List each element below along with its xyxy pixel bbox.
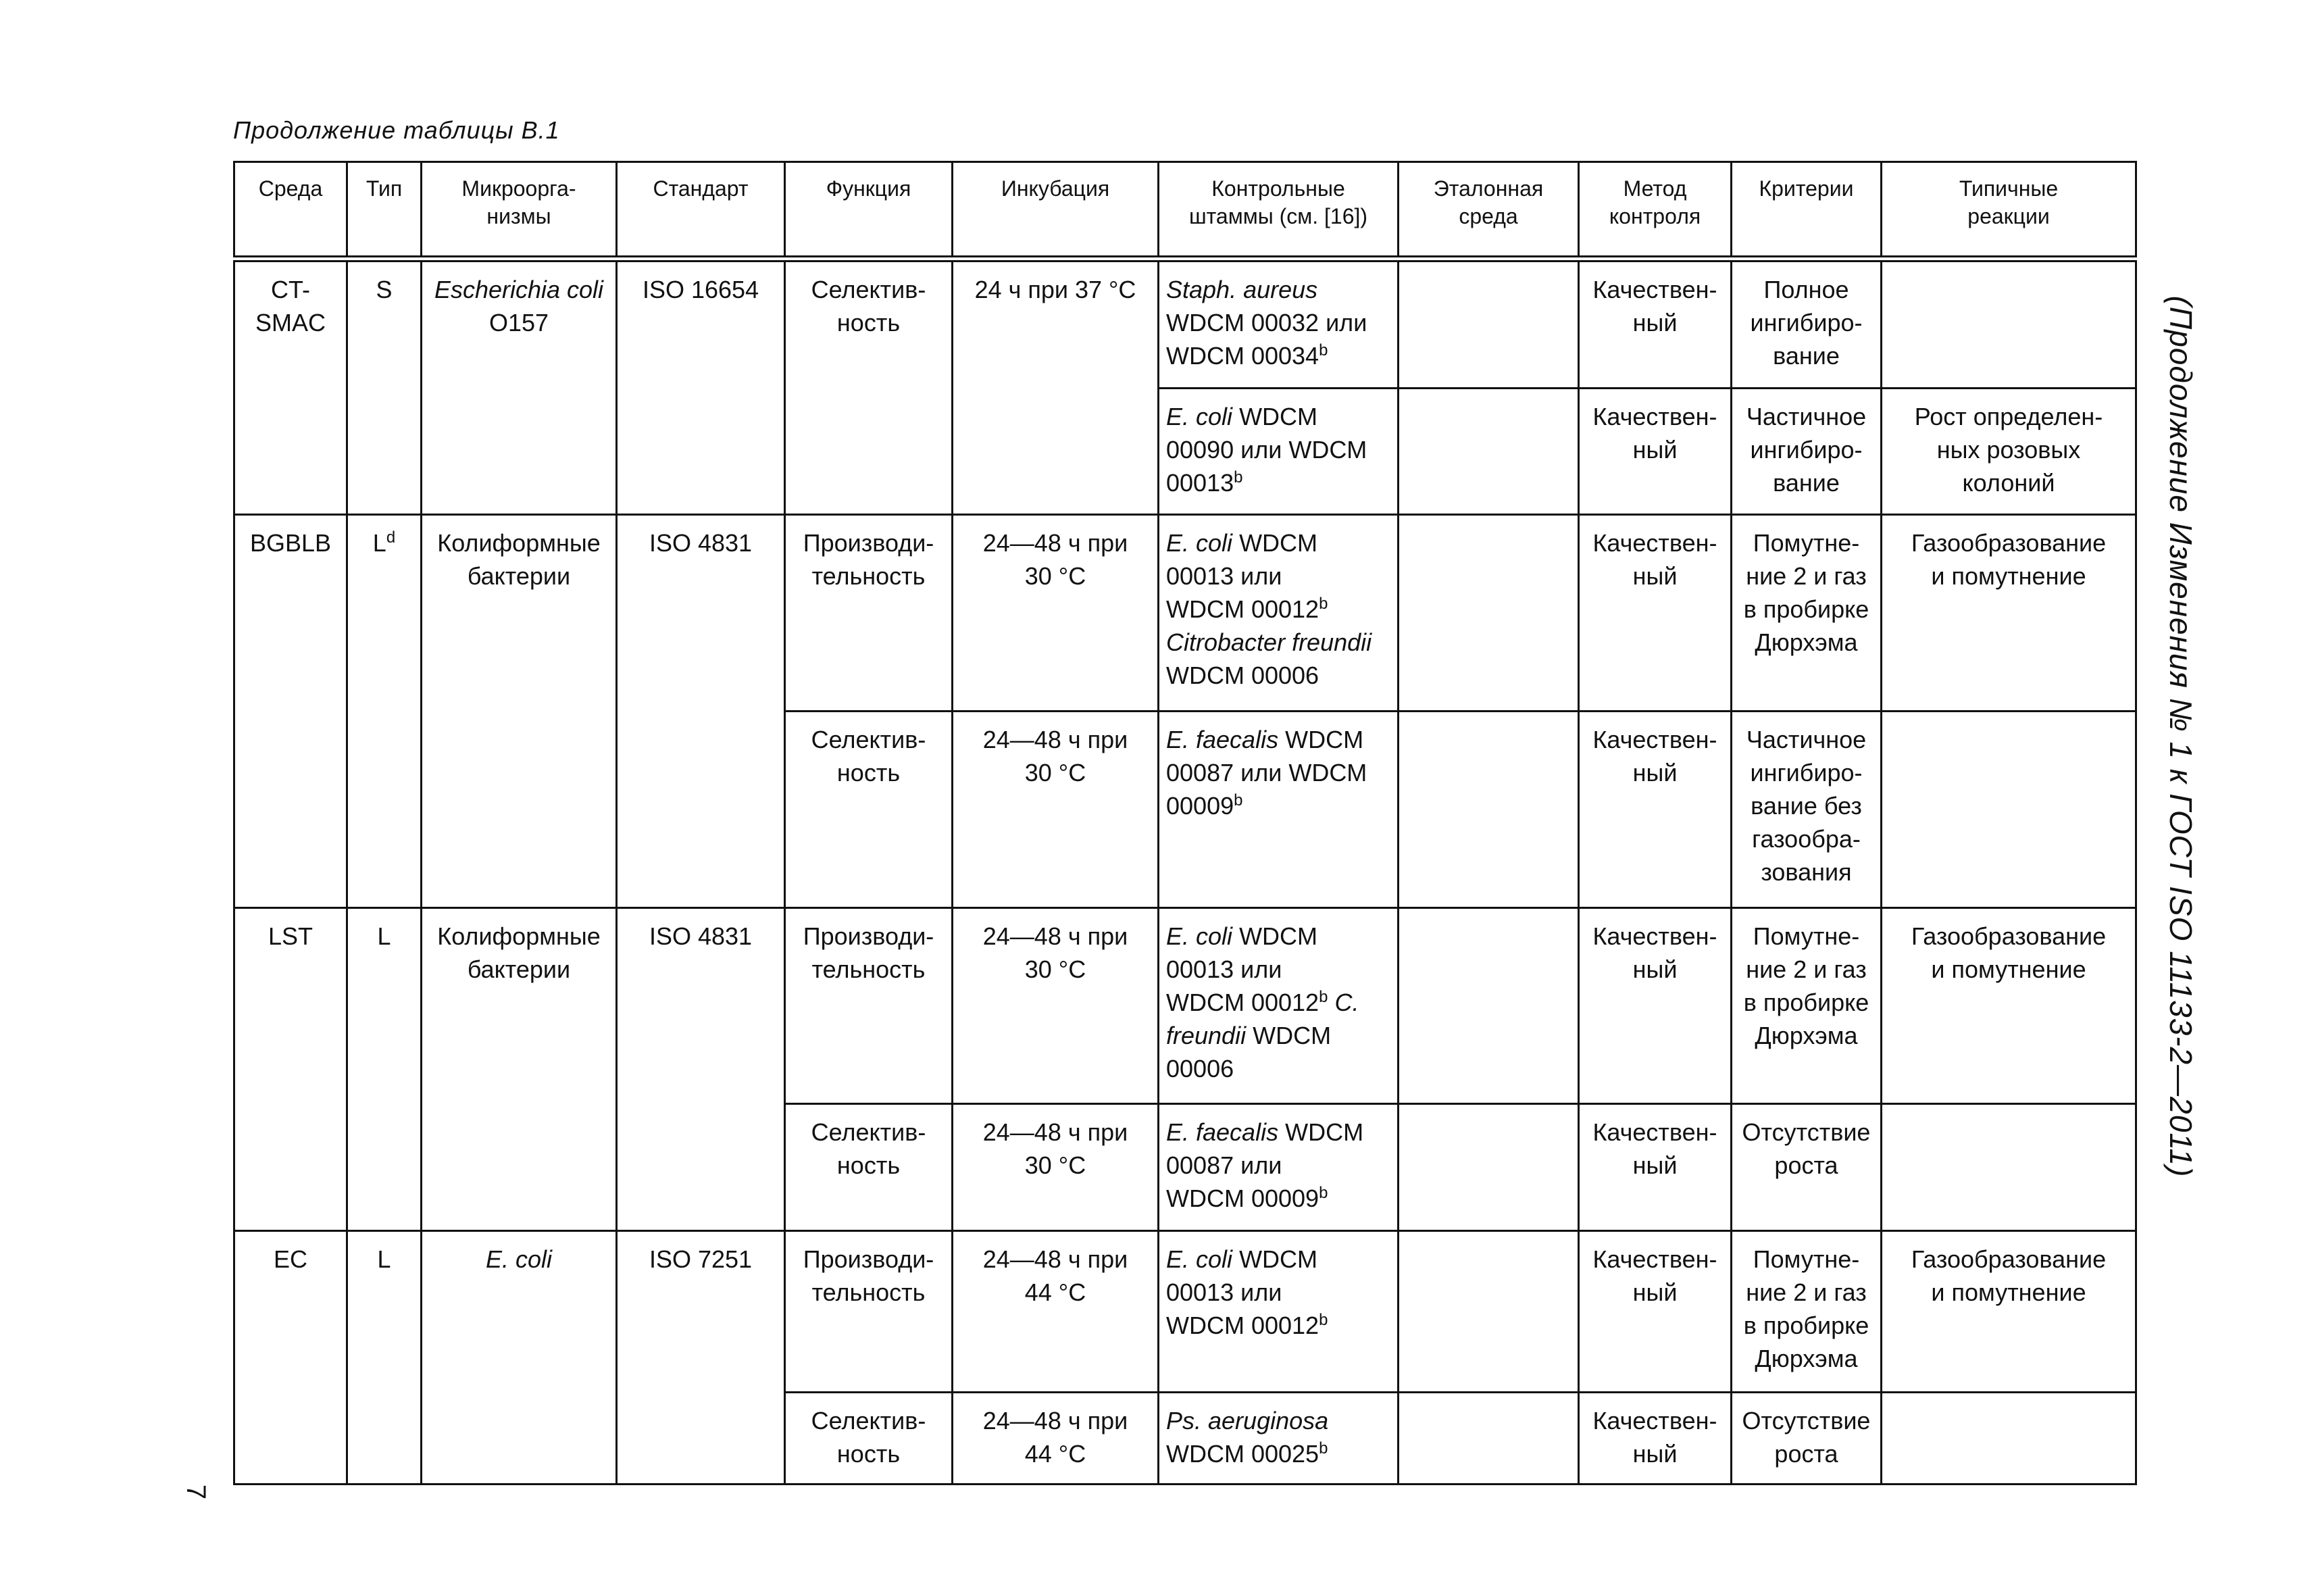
footnote-mark: b [1234, 791, 1243, 809]
cell-criteria: Отсутствие роста [1732, 1104, 1882, 1231]
cell-medium: BGBLB [234, 515, 347, 907]
table-row [234, 515, 2136, 712]
cell-criteria: Полное ингибиро- вание [1732, 259, 1882, 388]
strain-code: WDCM 00090 или WDCM 00013 [1166, 402, 1367, 497]
header-type: Тип [347, 162, 422, 259]
side-note: (Продолжение Изменения № 1 к ГОСТ ISO 11133-2—2011) [2163, 295, 2198, 1178]
cell-function: Производи- тельность [785, 515, 953, 712]
strain-species: Staph. aureus [1166, 276, 1318, 303]
footnote-mark: b [1319, 341, 1328, 359]
cell-method: Качествен- ный [1579, 1230, 1732, 1392]
cell-incubation: 24—48 ч при 44 °C [953, 1393, 1159, 1485]
cell-control-strain [1159, 259, 1399, 388]
cell-function: Селектив- ность [785, 259, 953, 515]
footnote-mark: b [1319, 1439, 1328, 1458]
header-typical-reactions: Типичные реакции [1882, 162, 2136, 259]
cell-method: Качествен- ный [1579, 259, 1732, 388]
cell-incubation: 24 ч при 37 °C [953, 259, 1159, 515]
cell-reaction [1882, 1104, 2136, 1231]
header-reference-medium: Эталонная среда [1399, 162, 1579, 259]
cell-standard: ISO 4831 [617, 515, 785, 907]
cell-function: Производи- тельность [785, 907, 953, 1104]
cell-reference-medium [1399, 1230, 1579, 1392]
header-incubation: Инкубация [953, 162, 1159, 259]
cell-medium: CT- SMAC [234, 259, 347, 515]
cell-standard: ISO 4831 [617, 907, 785, 1230]
cell-reaction: Газообразование и помутнение [1882, 515, 2136, 712]
footnote-mark: b [1319, 1310, 1328, 1329]
cell-incubation: 24—48 ч при 30 °C [953, 515, 1159, 712]
cell-method: Качествен- ный [1579, 1104, 1732, 1231]
cell-type: L [347, 907, 422, 1230]
page-number: 7 [181, 1484, 211, 1500]
cell-type: S [347, 259, 422, 515]
cell-function: Производи- тельность [785, 1230, 953, 1392]
strain-code: WDCM 00087 или WDCM 00009 [1166, 725, 1367, 820]
cell-control-strain [1159, 515, 1399, 712]
header-control-strains: Контрольные штаммы (см. [16]) [1159, 162, 1399, 259]
cell-reaction [1882, 259, 2136, 388]
cell-reference-medium [1399, 907, 1579, 1104]
strain-species: E. coli [1166, 1245, 1233, 1273]
cell-method: Качествен- ный [1579, 388, 1732, 515]
cell-control-strain [1159, 711, 1399, 907]
header-criteria: Критерии [1732, 162, 1882, 259]
strain-species: E. faecalis [1166, 1118, 1279, 1147]
type-letter: L [372, 529, 386, 557]
cell-type [347, 515, 422, 907]
cell-method: Качествен- ный [1579, 515, 1732, 712]
cell-microorganism: Колиформные бактерии [422, 515, 617, 907]
cell-reference-medium [1399, 515, 1579, 712]
cell-control-strain [1159, 907, 1399, 1104]
strain2-species: C. freundii [1166, 988, 1359, 1049]
cell-reference-medium [1399, 1104, 1579, 1231]
cell-criteria: Отсутствие роста [1732, 1393, 1882, 1485]
cell-criteria: Помутне- ние 2 и газ в пробирке Дюрхэма [1732, 1230, 1882, 1392]
strain-code: WDCM 00013 или WDCM 00012 [1166, 529, 1319, 624]
microorganism-suffix: O157 [488, 309, 549, 336]
table-row [234, 1230, 2136, 1392]
cell-reaction: Газообразование и помутнение [1882, 1230, 2136, 1392]
cell-criteria: Помутне- ние 2 и газ в пробирке Дюрхэма [1732, 515, 1882, 712]
cell-type: L [347, 1230, 422, 1484]
cell-control-strain [1159, 388, 1399, 515]
strain2-code: WDCM 00006 [1166, 1021, 1332, 1082]
cell-method: Качествен- ный [1579, 1393, 1732, 1485]
cell-reference-medium [1399, 388, 1579, 515]
cell-standard: ISO 7251 [617, 1230, 785, 1484]
cell-reference-medium [1399, 259, 1579, 388]
footnote-mark: b [1319, 595, 1328, 614]
cell-microorganism [422, 1230, 617, 1484]
cell-standard: ISO 16654 [617, 259, 785, 515]
strain-code: WDCM 00025 [1166, 1440, 1319, 1468]
cell-function: Селектив- ность [785, 711, 953, 907]
strain2-species: Citrobacter freundii [1166, 628, 1372, 657]
header-standard: Стандарт [617, 162, 785, 259]
cell-medium: LST [234, 907, 347, 1230]
header-function: Функция [785, 162, 953, 259]
strain-species: E. coli [1166, 529, 1233, 557]
cell-incubation: 24—48 ч при 30 °C [953, 711, 1159, 907]
cell-microorganism [422, 259, 617, 515]
cell-incubation: 24—48 ч при 30 °C [953, 1104, 1159, 1231]
footnote-mark: b [1319, 987, 1328, 1006]
header-microorganisms: Микроорга- низмы [422, 162, 617, 259]
cell-incubation: 24—48 ч при 44 °C [953, 1230, 1159, 1392]
cell-function: Селектив- ность [785, 1393, 953, 1485]
cell-reaction [1882, 711, 2136, 907]
cell-function: Селектив- ность [785, 1104, 953, 1231]
strain2-code: WDCM 00006 [1166, 662, 1319, 690]
cell-reference-medium [1399, 711, 1579, 907]
strain-species: E. coli [1166, 402, 1233, 430]
cell-method: Качествен- ный [1579, 711, 1732, 907]
footnote-mark: d [386, 528, 396, 547]
table-row [234, 907, 2136, 1104]
cell-control-strain [1159, 1393, 1399, 1485]
cell-method: Качествен- ный [1579, 907, 1732, 1104]
strain-code: WDCM 00013 или WDCM 00012 [1166, 1245, 1319, 1339]
cell-reaction [1882, 1393, 2136, 1485]
cell-criteria: Частичное ингибиро- вание [1732, 388, 1882, 515]
footnote-mark: b [1234, 468, 1243, 487]
strain-code: WDCM 00087 или WDCM 00009 [1166, 1118, 1364, 1213]
table-caption: Продолжение таблицы В.1 [233, 116, 560, 144]
cell-incubation: 24—48 ч при 30 °C [953, 907, 1159, 1104]
cell-criteria: Частичное ингибиро- вание без газообра- зования [1732, 711, 1882, 907]
strain-code: WDCM 00013 или WDCM 00012 [1166, 922, 1319, 1016]
media-table [233, 161, 2137, 1485]
cell-reaction: Рост определен- ных розовых колоний [1882, 388, 2136, 515]
cell-reaction: Газообразование и помутнение [1882, 907, 2136, 1104]
strain-species: Ps. aeruginosa [1166, 1407, 1329, 1435]
footnote-mark: b [1319, 1184, 1328, 1203]
cell-reference-medium [1399, 1393, 1579, 1485]
microorganism-name: E. coli [485, 1245, 553, 1273]
cell-medium: EC [234, 1230, 347, 1484]
cell-control-strain [1159, 1104, 1399, 1231]
strain-species: E. faecalis [1166, 725, 1279, 753]
header-method: Метод контроля [1579, 162, 1732, 259]
cell-control-strain [1159, 1230, 1399, 1392]
header-medium: Среда [234, 162, 347, 259]
strain-code: WDCM 00032 или WDCM 00034 [1166, 309, 1367, 370]
strain-species: E. coli [1166, 922, 1233, 950]
cell-criteria: Помутне- ние 2 и газ в пробирке Дюрхэма [1732, 907, 1882, 1104]
header-row [234, 162, 2136, 259]
table-row [234, 259, 2136, 388]
cell-microorganism: Колиформные бактерии [422, 907, 617, 1230]
microorganism-name: Escherichia coli [434, 276, 604, 303]
